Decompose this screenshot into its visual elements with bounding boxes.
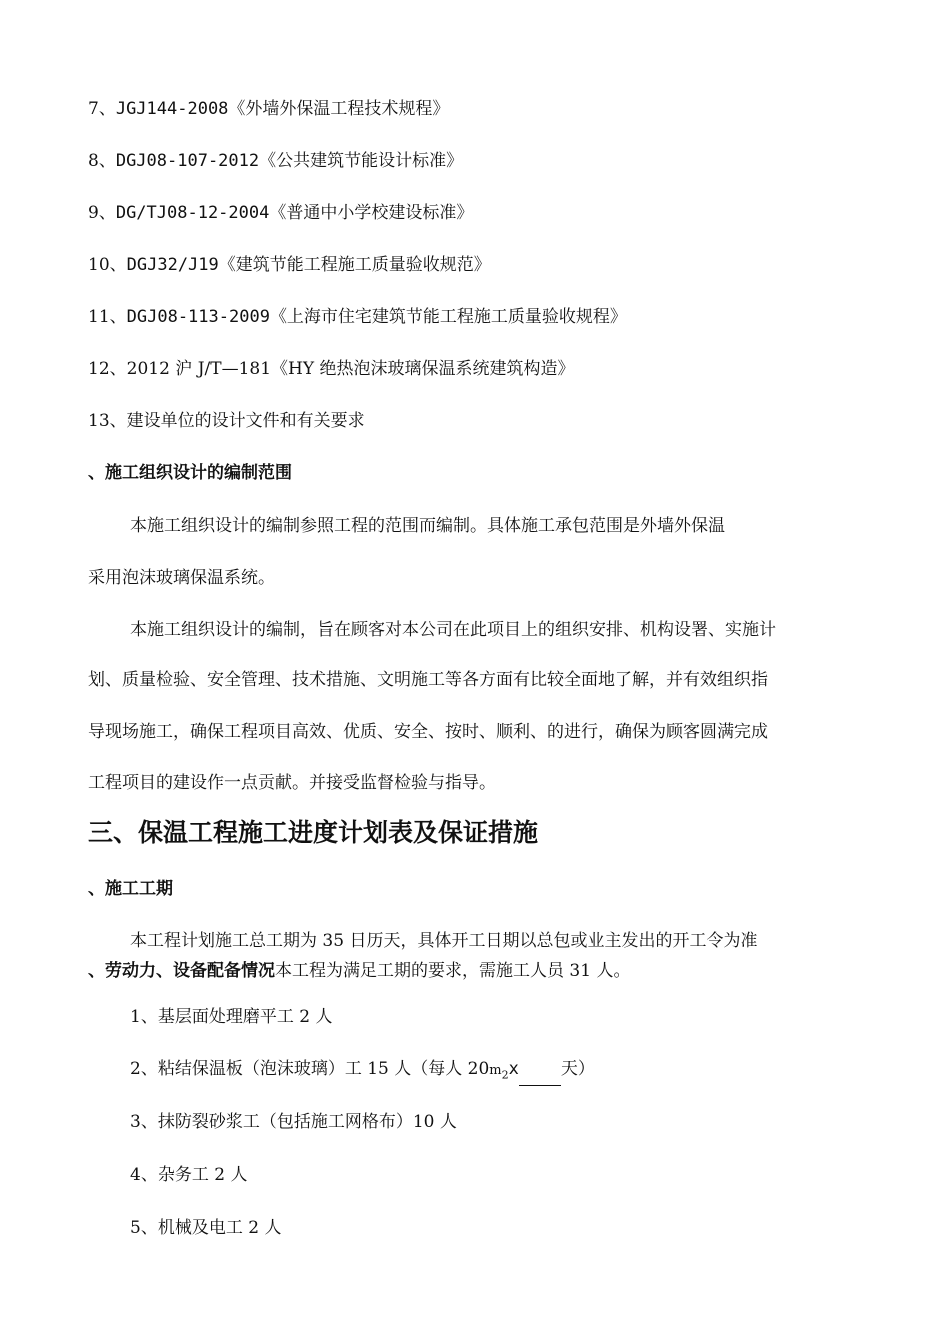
ref-num: 12、 bbox=[88, 359, 127, 379]
ref-title: 《公共建筑节能设计标准》 bbox=[259, 151, 464, 171]
ref-item-10 bbox=[88, 254, 491, 276]
labor-heading: 、劳动力、设备配备情况 bbox=[88, 961, 275, 981]
ref-code: 2012 沪 J/T—181 bbox=[126, 359, 272, 379]
ref-num: 8、 bbox=[88, 151, 116, 171]
scope-heading: 、施工组织设计的编制范围 bbox=[88, 463, 292, 483]
ref-item-13 bbox=[88, 410, 365, 432]
ref-title: 建设单位的设计文件和有关要求 bbox=[126, 411, 365, 431]
ref-item-11 bbox=[88, 306, 627, 328]
scope-para2-line3: 导现场施工，确保工程项目高效、优质、安全、按时、顺利、的进行，确保为顾客圆满完成 bbox=[88, 722, 768, 742]
ref-item-9 bbox=[88, 202, 473, 224]
worker-item-2 bbox=[130, 1058, 595, 1086]
unit-sub: 2 bbox=[501, 1068, 509, 1082]
worker-item-5: 5、机械及电工 2 人 bbox=[130, 1218, 282, 1238]
ref-code: DG/TJ08-12-2004 bbox=[115, 203, 270, 223]
scope-para2-line4: 工程项目的建设作一点贡献。并接受监督检验与指导。 bbox=[88, 773, 496, 793]
scope-para1-line2: 采用泡沫玻璃保温系统。 bbox=[88, 568, 275, 588]
ref-code: DGJ08-113-2009 bbox=[126, 307, 270, 327]
worker-text: 2、粘结保温板（泡沫玻璃）工 15 人（每人 20 bbox=[130, 1059, 490, 1079]
ref-num: 13、 bbox=[88, 411, 127, 431]
ref-num: 11、 bbox=[88, 307, 127, 327]
ref-code: DGJ32/J19 bbox=[126, 255, 219, 275]
ref-title: 《HY 绝热泡沫玻璃保温系统建筑构造》 bbox=[271, 359, 575, 379]
scope-para1-line1: 本施工组织设计的编制参照工程的范围而编制。具体施工承包范围是外墙外保温 bbox=[130, 516, 725, 536]
ref-item-8 bbox=[88, 150, 463, 172]
ref-title: 《上海市住宅建筑节能工程施工质量验收规程》 bbox=[269, 307, 627, 327]
blank-line bbox=[519, 1067, 561, 1086]
worker-item-3: 3、抹防裂砂浆工（包括施工网格布）10 人 bbox=[130, 1112, 457, 1132]
ref-title: 《建筑节能工程施工质量验收规范》 bbox=[218, 255, 491, 275]
unit-text: m bbox=[489, 1063, 502, 1078]
ref-title: 《外墙外保温工程技术规程》 bbox=[228, 99, 450, 119]
ref-code: JGJ144-2008 bbox=[115, 99, 229, 119]
ref-item-7 bbox=[88, 98, 449, 120]
worker-item-1: 1、基层面处理磨平工 2 人 bbox=[130, 1007, 333, 1027]
scope-para2-line2: 划、质量检验、安全管理、技术措施、文明施工等各方面有比较全面地了解，并有效组织指 bbox=[88, 670, 768, 690]
section3-heading: 三、保温工程施工进度计划表及保证措施 bbox=[88, 818, 539, 847]
period-text: 本工程计划施工总工期为 35 日历天，具体开工日期以总包或业主发出的开工令为准 bbox=[130, 931, 758, 951]
ref-title: 《普通中小学校建设标准》 bbox=[269, 203, 474, 223]
ref-num: 10、 bbox=[88, 255, 127, 275]
labor-text: 本工程为满足工期的要求，需施工人员 31 人。 bbox=[275, 961, 631, 981]
ref-item-12 bbox=[88, 358, 575, 380]
worker-item-4: 4、杂务工 2 人 bbox=[130, 1165, 248, 1185]
ref-num: 7、 bbox=[88, 99, 116, 119]
scope-para2-line1: 本施工组织设计的编制，旨在顾客对本公司在此项目上的组织安排、机构设署、实施计 bbox=[130, 620, 776, 640]
worker-tail: 天） bbox=[560, 1059, 595, 1079]
ref-code: DGJ08-107-2012 bbox=[115, 151, 260, 171]
labor-line bbox=[88, 960, 630, 982]
multiply-sign: x bbox=[508, 1059, 519, 1079]
period-heading: 、施工工期 bbox=[88, 879, 173, 899]
ref-num: 9、 bbox=[88, 203, 116, 223]
